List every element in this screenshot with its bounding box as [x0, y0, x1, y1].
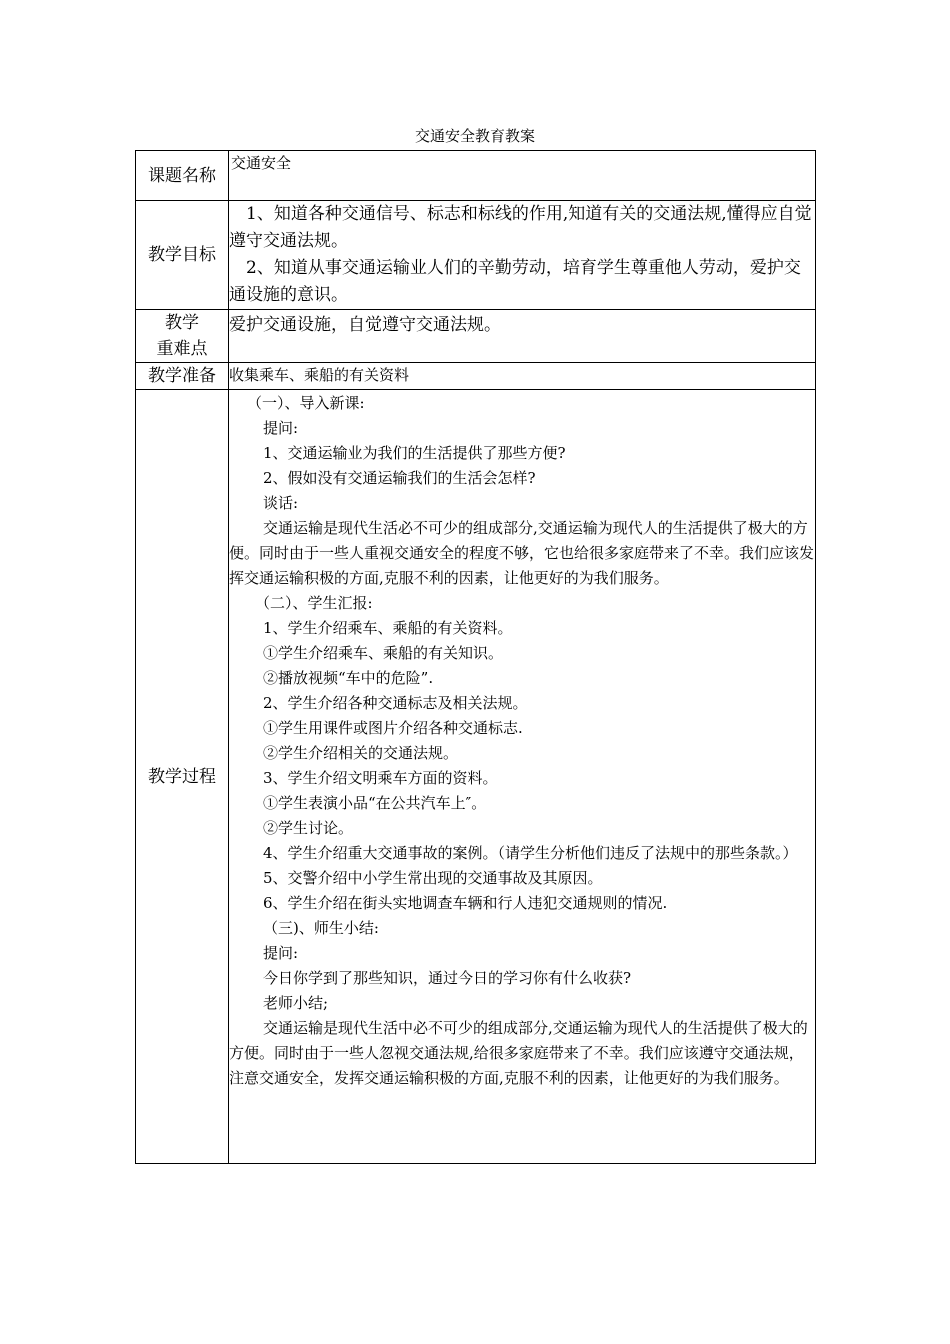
- process-line: 谈话:: [263, 494, 299, 512]
- process-line: 今日你学到了那些知识，通过今日的学习你有什么收获?: [263, 969, 632, 987]
- goal-item-2: 2、知道从事交通运输业人们的辛勤劳动，培育学生尊重他人劳动，爱护交通设施的意识。: [229, 258, 801, 305]
- row-preparation: [136, 363, 816, 390]
- process-section-1-heading: （一）、导入新课:: [247, 394, 365, 412]
- process-line: 老师小结;: [263, 994, 329, 1012]
- row-topic: [136, 151, 816, 201]
- process-line: ①学生表演小品“在公共汽车上″。: [263, 794, 487, 812]
- goals-label: 教学目标: [136, 201, 229, 310]
- process-line: 提问:: [263, 944, 299, 962]
- process-line: ①学生介绍乘车、乘船的有关知识。: [263, 644, 504, 662]
- key-points-label-line1: 教学: [165, 313, 199, 333]
- preparation-label: 教学准备: [136, 363, 229, 390]
- goal-item-1: 1、知道各种交通信号、标志和标线的作用,知道有关的交通法规,懂得应自觉遵守交通法规。: [229, 204, 812, 251]
- row-key-points: [136, 310, 816, 363]
- process-line: ②学生介绍相关的交通法规。: [263, 744, 459, 762]
- process-line: ②学生讨论。: [263, 819, 354, 837]
- row-goals: [136, 201, 816, 310]
- process-line: 1、交通运输业为我们的生活提供了那些方便?: [263, 444, 566, 462]
- process-paragraph: 4、学生介绍重大交通事故的案例。（请学生分析他们违反了法规中的那些条款。）: [263, 844, 798, 862]
- process-line: ①学生用课件或图片介绍各种交通标志.: [263, 719, 523, 737]
- process-paragraph: 交通运输是现代生活中必不可少的组成部分,交通运输为现代人的生活提供了极大的方便。同时由于一些人忽视交通法规,给很多家庭带来了不幸。我们应该遵守交通法规，注意交通安全，发挥交通运输积极的方面,克服不利的因素，让他更好的为我们服务。: [229, 1019, 808, 1087]
- process-paragraph: 交通运输是现代生活必不可少的组成部分,交通运输为现代人的生活提供了极大的方便。同时由于一些人重视交通安全的程度不够，它也给很多家庭带来了不幸。我们应该发挥交通运输积极的方面,克服不利的因素，让他更好的为我们服务。: [229, 519, 815, 587]
- process-label: 教学过程: [136, 390, 229, 1164]
- document-title: 交通安全教育教案: [414, 127, 535, 145]
- process-line: 6、学生介绍在街头实地调查车辆和行人违犯交通规则的情况.: [263, 894, 668, 912]
- process-line: 2、假如没有交通运输我们的生活会怎样?: [263, 469, 536, 487]
- process-line: 提问:: [263, 419, 299, 437]
- process-section-3-heading: （三)、师生小结:: [263, 919, 379, 937]
- row-process: [136, 390, 816, 1164]
- topic-value: 交通安全: [231, 154, 292, 172]
- process-content: [229, 390, 816, 1164]
- lesson-plan-table: [135, 150, 816, 1164]
- process-line: 2、学生介绍各种交通标志及相关法规。: [263, 694, 528, 712]
- key-points-value: 爱护交通设施，自觉遵守交通法规。: [229, 315, 501, 335]
- topic-label: 课题名称: [136, 151, 229, 201]
- process-line: 5、交警介绍中小学生常出现的交通事故及其原因。: [263, 869, 603, 887]
- key-points-label-line2: 重难点: [156, 339, 208, 359]
- process-line: 1、学生介绍乘车、乘船的有关资料。: [263, 619, 513, 637]
- process-line: 3、学生介绍文明乘车方面的资料。: [263, 769, 498, 787]
- process-section-2-heading: （二）、学生汇报:: [255, 594, 373, 612]
- preparation-value: 收集乘车、乘船的有关资料: [229, 366, 410, 384]
- process-line: ②播放视频“车中的危险”.: [263, 669, 434, 687]
